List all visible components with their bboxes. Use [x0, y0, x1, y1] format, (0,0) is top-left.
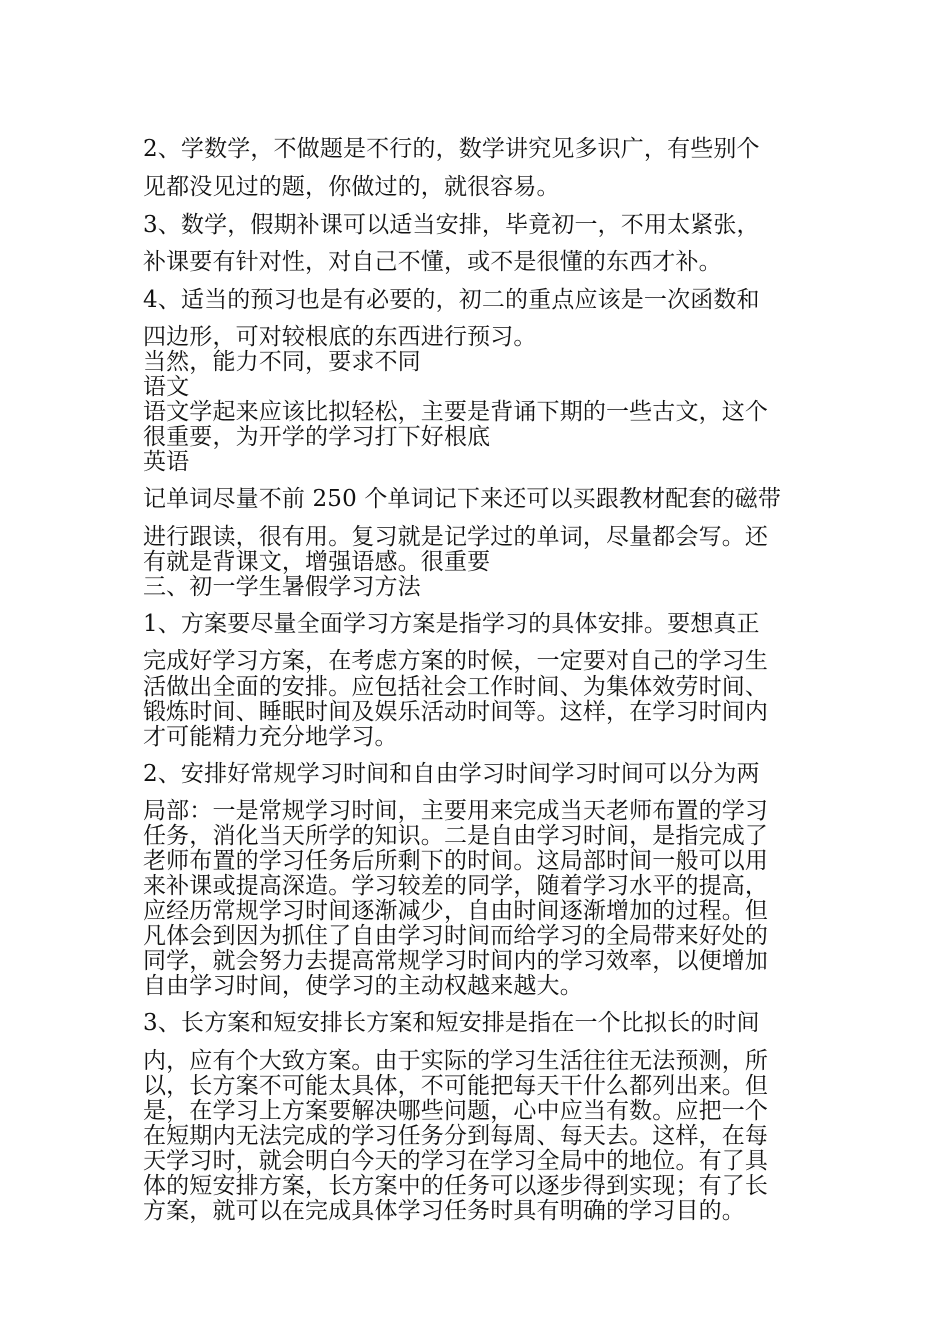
text-line: 同学，就会努力去提高常规学习时间内的学习效率，以便增加 — [143, 948, 769, 974]
text-line: 进行跟读，很有用。复习就是记学过的单词，尽量都会写。还 — [143, 524, 769, 550]
text-line: 内，应有个大致方案。由于实际的学习生活往往无法预测，所 — [143, 1048, 769, 1074]
text-line: 4、适当的预习也是有必要的，初二的重点应该是一次函数和 — [143, 287, 760, 313]
text-line: 体的短安排方案，长方案中的任务可以逐步得到实现；有了长 — [143, 1173, 769, 1199]
text-line: 四边形，可对较根底的东西进行预习。 — [143, 324, 537, 350]
text-line: 方案，就可以在完成具体学习任务时具有明确的学习目的。 — [143, 1198, 745, 1224]
text-line: 老师布置的学习任务后所剩下的时间。这局部时间一般可以用 — [143, 848, 769, 874]
text-line: 1、方案要尽量全面学习方案是指学习的具体安排。要想真正 — [143, 611, 760, 637]
text-line: 凡体会到因为抓住了自由学习时间而给学习的全局带来好处的 — [143, 923, 769, 949]
text-line: 锻炼时间、睡眠时间及娱乐活动时间等。这样，在学习时间内 — [143, 699, 769, 725]
text-line: 完成好学习方案，在考虑方案的时候，一定要对自己的学习生 — [143, 648, 769, 674]
text-line: 语文学起来应该比拟轻松，主要是背诵下期的一些古文，这个 — [143, 399, 769, 425]
text-line: 以，长方案不可能太具体，不可能把每天干什么都列出来。但 — [143, 1073, 769, 1099]
text-line: 2、学数学，不做题是不行的，数学讲究见多识广，有些别个 — [143, 136, 760, 162]
text-line: 见都没见过的题，你做过的，就很容易。 — [143, 174, 560, 200]
text-line: 应经历常规学习时间逐渐减少，自由时间逐渐增加的过程。但 — [143, 898, 769, 924]
text-line: 任务，消化当天所学的知识。二是自由学习时间，是指完成了 — [143, 823, 769, 849]
text-line: 活做出全面的安排。应包括社会工作时间、为集体效劳时间、 — [143, 674, 769, 700]
text-line: 2、安排好常规学习时间和自由学习时间学习时间可以分为两 — [143, 761, 760, 787]
text-line: 3、数学，假期补课可以适当安排，毕竟初一，不用太紧张， — [143, 212, 760, 238]
section-heading: 英语 — [143, 449, 190, 475]
text-line: 是，在学习上方案要解决哪些问题，心中应当有数。应把一个 — [143, 1098, 769, 1124]
text-line: 来补课或提高深造。学习较差的同学，随着学习水平的提高， — [143, 873, 769, 899]
text-line: 补课要有针对性，对自己不懂，或不是很懂的东西才补。 — [143, 249, 722, 275]
section-heading: 三、初一学生暑假学习方法 — [143, 574, 421, 600]
text-line: 很重要，为开学的学习打下好根底 — [143, 424, 491, 450]
text-line: 在短期内无法完成的学习任务分到每周、每天去。这样，在每 — [143, 1123, 769, 1149]
text-line: 有就是背课文，增强语感。很重要 — [143, 549, 491, 575]
text-line: 天学习时，就会明白今天的学习在学习全局中的地位。有了具 — [143, 1148, 769, 1174]
text-line: 记单词尽量不前 250 个单词记下来还可以买跟教材配套的磁带 — [143, 486, 782, 512]
text-line: 当然，能力不同，要求不同 — [143, 349, 421, 375]
text-line: 3、长方案和短安排长方案和短安排是指在一个比拟长的时间 — [143, 1010, 760, 1036]
section-heading: 语文 — [143, 374, 190, 400]
text-line: 自由学习时间，使学习的主动权越来越大。 — [143, 973, 583, 999]
text-line: 才可能精力充分地学习。 — [143, 724, 398, 750]
text-line: 局部：一是常规学习时间，主要用来完成当天老师布置的学习 — [143, 798, 769, 824]
